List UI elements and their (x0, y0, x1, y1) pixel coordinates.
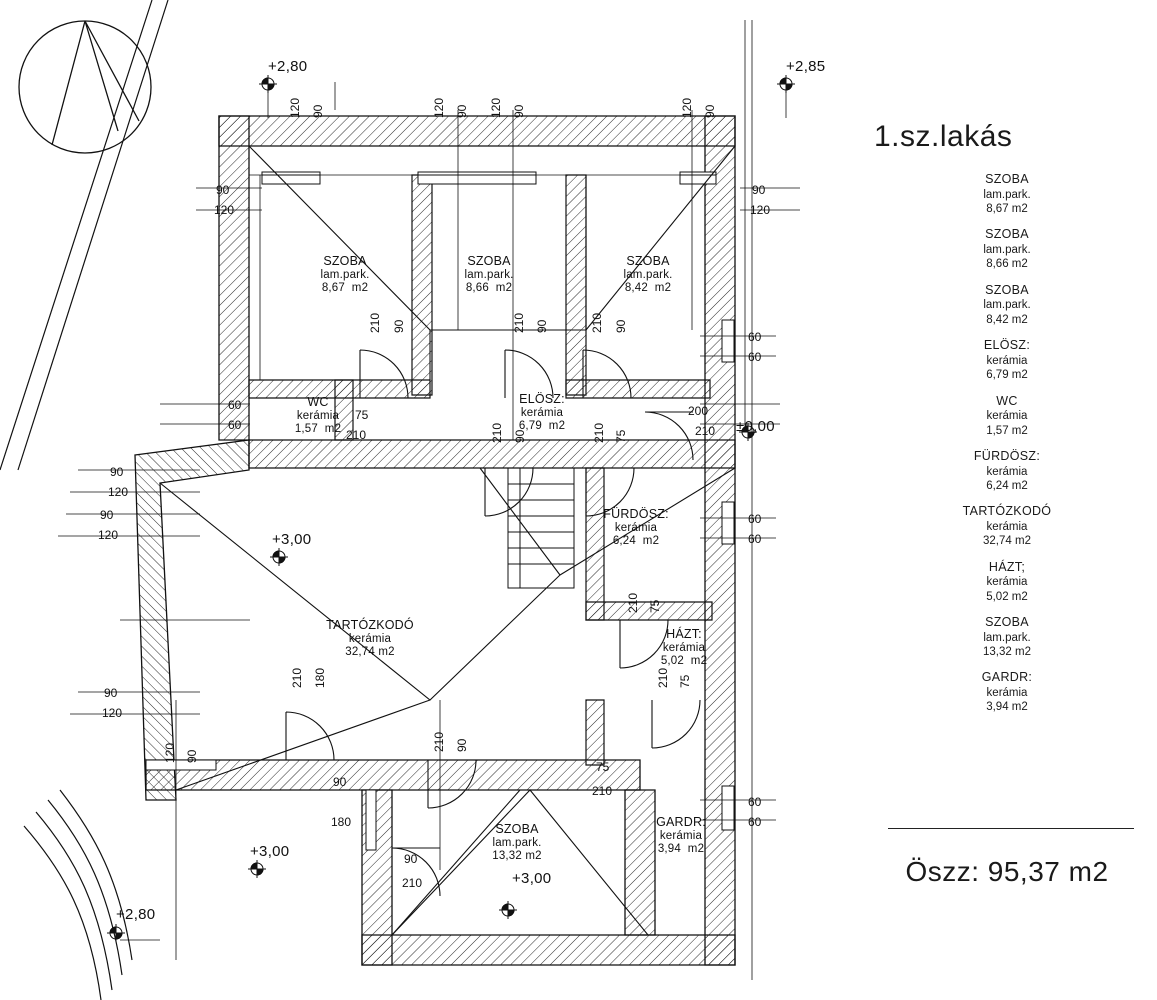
legend-room-name: WC (996, 393, 1018, 408)
legend-total-area: Öszz: 95,37 m2 (905, 856, 1109, 887)
legend-room-area: 13,32 m2 (983, 646, 1031, 658)
room-material: kerámia (296, 409, 340, 422)
level-marker-label-lvl-5: +3,00 (250, 843, 290, 860)
dimension-value: 200 (688, 404, 709, 418)
room-name: WC (307, 395, 329, 409)
dimension-value: 210 (368, 312, 382, 333)
legend-room-material: kerámia (986, 465, 1028, 478)
legend-entry (862, 172, 1152, 216)
room-area: 6,79 m2 (518, 420, 566, 433)
room-label-szoba-2 (429, 254, 549, 296)
legend-room-material: lam.park. (983, 631, 1031, 644)
dimension-value: 90 (333, 775, 347, 789)
room-material: kerámia (614, 521, 658, 534)
legend-room-name: TARTÓZKODÓ (962, 504, 1052, 519)
dimension-value: 90 (404, 852, 418, 866)
dimension-value: 120 (489, 97, 503, 118)
dimension-value: 90 (703, 104, 717, 118)
dimension-value: 90 (110, 465, 124, 479)
dimension-value: 180 (331, 815, 352, 829)
level-marker-label-lvl-2: +2,85 (786, 58, 826, 75)
room-material: lam.park. (464, 268, 514, 281)
dimension-value: 210 (695, 424, 716, 438)
legend-entry (862, 283, 1152, 327)
legend-room-material: kerámia (986, 354, 1028, 367)
room-name: SZOBA (467, 254, 511, 268)
room-area: 32,74 m2 (345, 646, 395, 659)
legend-divider (888, 828, 1134, 829)
dimension-value: 180 (313, 667, 327, 688)
room-area: 8,42 m2 (624, 282, 672, 295)
dimension-value: 120 (288, 97, 302, 118)
dimension-value: 210 (590, 312, 604, 333)
room-area: 5,02 m2 (660, 655, 708, 668)
legend-room-material: lam.park. (983, 244, 1031, 256)
legend-entry-list (862, 172, 1152, 715)
dimension-value: 120 (163, 742, 177, 763)
north-arrow-icon (19, 21, 151, 153)
room-label-hazt (624, 627, 744, 669)
dimension-value: 210 (656, 667, 670, 688)
room-material: lam.park. (492, 836, 542, 849)
room-label-furdosz (576, 507, 696, 549)
dimension-value: 75 (614, 429, 628, 443)
dimension-value: 90 (392, 319, 406, 333)
dimension-value: 210 (592, 422, 606, 443)
legend-room-name: SZOBA (985, 227, 1029, 242)
dimension-value: 120 (680, 97, 694, 118)
legend-room-material: lam.park. (983, 299, 1031, 312)
room-name: HÁZT: (666, 627, 702, 641)
legend-room-name: FÜRDÖSZ: (973, 448, 1041, 463)
dimension-value: 90 (513, 429, 527, 443)
level-marker-label-lvl-4: +3,00 (272, 531, 312, 548)
room-material: kerámia (520, 406, 564, 419)
legend-entry (862, 338, 1152, 382)
dimension-value: 210 (490, 422, 504, 443)
room-area: 3,94 m2 (657, 843, 705, 856)
dimension-value: 90 (216, 183, 230, 197)
dimension-value: 120 (750, 203, 771, 217)
room-name: GARDR: (656, 815, 706, 829)
dimension-value: 120 (98, 528, 119, 542)
legend-room-name: SZOBA (985, 172, 1029, 186)
room-name: SZOBA (626, 254, 670, 268)
dimension-value: 210 (402, 876, 423, 890)
legend-entry (862, 615, 1152, 659)
room-area: 8,67 m2 (321, 282, 369, 295)
room-name: ELÖSZ: (519, 392, 565, 406)
dimension-value: 60 (748, 815, 762, 829)
dimension-value: 90 (185, 749, 199, 763)
dimension-value: 90 (535, 319, 549, 333)
room-label-szoba-4 (457, 822, 577, 864)
dimension-value: 90 (512, 104, 526, 118)
room-material: lam.park. (623, 268, 673, 281)
room-area: 13,32 m2 (492, 850, 542, 863)
legend-room-name: HÁZT; (988, 559, 1026, 574)
legend-room-material: lam.park. (983, 188, 1031, 201)
dimension-value: 75 (355, 408, 369, 422)
legend-room-material: kerámia (986, 410, 1028, 423)
legend-room-area: 5,02 m2 (986, 590, 1028, 603)
legend-room-area: 8,42 m2 (986, 313, 1028, 326)
dimension-value: 60 (748, 795, 762, 809)
legend-entry (862, 449, 1152, 493)
legend-entry (862, 504, 1152, 548)
dimension-value: 90 (455, 738, 469, 752)
dimension-value: 210 (592, 784, 613, 798)
room-area: 6,24 m2 (612, 535, 660, 548)
level-marker-label-lvl-3: ±0,00 (736, 418, 775, 435)
room-material: kerámia (659, 829, 703, 842)
legend-entry (862, 394, 1152, 438)
dimension-value: 210 (432, 731, 446, 752)
legend-room-material: kerámia (986, 520, 1028, 533)
dimension-value: 90 (455, 104, 469, 118)
dimension-value: 120 (108, 485, 129, 499)
legend-room-name: ELÖSZ: (983, 338, 1031, 353)
legend-room-area: 6,24 m2 (986, 479, 1028, 492)
legend-room-material: kerámia (986, 576, 1028, 589)
dimension-value: 90 (104, 686, 118, 700)
legend-room-name: SZOBA (985, 615, 1029, 629)
room-material: lam.park. (320, 268, 370, 281)
room-label-tartozkodo (310, 618, 430, 660)
stairs (508, 468, 574, 588)
dimension-value: 210 (626, 592, 640, 613)
legend-room-name: GARDR: (981, 670, 1033, 685)
legend-title: 1.sz.lakás (874, 120, 1013, 153)
dimension-value: 90 (614, 319, 628, 333)
dimension-value: 90 (100, 508, 114, 522)
dimension-value: 210 (512, 312, 526, 333)
dimension-value: 60 (748, 512, 762, 526)
room-label-gardr (621, 815, 741, 857)
room-name: TARTÓZKODÓ (326, 618, 414, 632)
room-name: SZOBA (323, 254, 367, 268)
dimension-value: 120 (214, 203, 235, 217)
room-name: FÜRDÖSZ: (603, 507, 669, 521)
dimension-value: 60 (228, 398, 242, 412)
level-marker-label-lvl-1: +2,80 (268, 58, 308, 75)
level-marker-label-lvl-6: +3,00 (512, 870, 552, 887)
legend-room-name: SZOBA (985, 282, 1029, 297)
room-name: SZOBA (495, 822, 539, 836)
legend-room-area: 8,67 m2 (986, 203, 1028, 215)
dimension-value: 60 (748, 330, 762, 344)
dimension-value: 60 (748, 532, 762, 546)
legend-room-area: 3,94 m2 (986, 701, 1028, 714)
legend-room-material: kerámia (986, 687, 1028, 699)
legend-room-area: 6,79 m2 (986, 369, 1028, 382)
dimension-value: 75 (648, 599, 662, 613)
dimension-value: 75 (596, 760, 610, 774)
dimension-value: 60 (748, 350, 762, 364)
legend-room-area: 32,74 m2 (983, 535, 1031, 548)
room-material: kerámia (348, 632, 392, 645)
room-area: 8,66 m2 (465, 282, 513, 295)
room-area: 1,57 m2 (294, 423, 342, 436)
dimension-value: 90 (752, 183, 766, 197)
dimension-value: 60 (228, 418, 242, 432)
room-label-szoba-1 (285, 254, 405, 296)
legend-room-area: 1,57 m2 (986, 424, 1028, 437)
dimension-value: 210 (346, 428, 367, 442)
apartment-legend (862, 120, 1152, 726)
dimension-value: 120 (432, 97, 446, 118)
legend-entry (862, 670, 1152, 714)
legend-entry (862, 560, 1152, 604)
dimension-value: 75 (678, 674, 692, 688)
legend-room-area: 8,66 m2 (986, 258, 1028, 271)
level-marker-label-lvl-7: +2,80 (116, 906, 156, 923)
dimension-value: 210 (290, 667, 304, 688)
dimension-value: 90 (311, 104, 325, 118)
dimension-value: 120 (102, 706, 123, 720)
room-label-szoba-3 (588, 254, 708, 296)
room-material: kerámia (662, 641, 706, 654)
legend-entry (862, 227, 1152, 271)
